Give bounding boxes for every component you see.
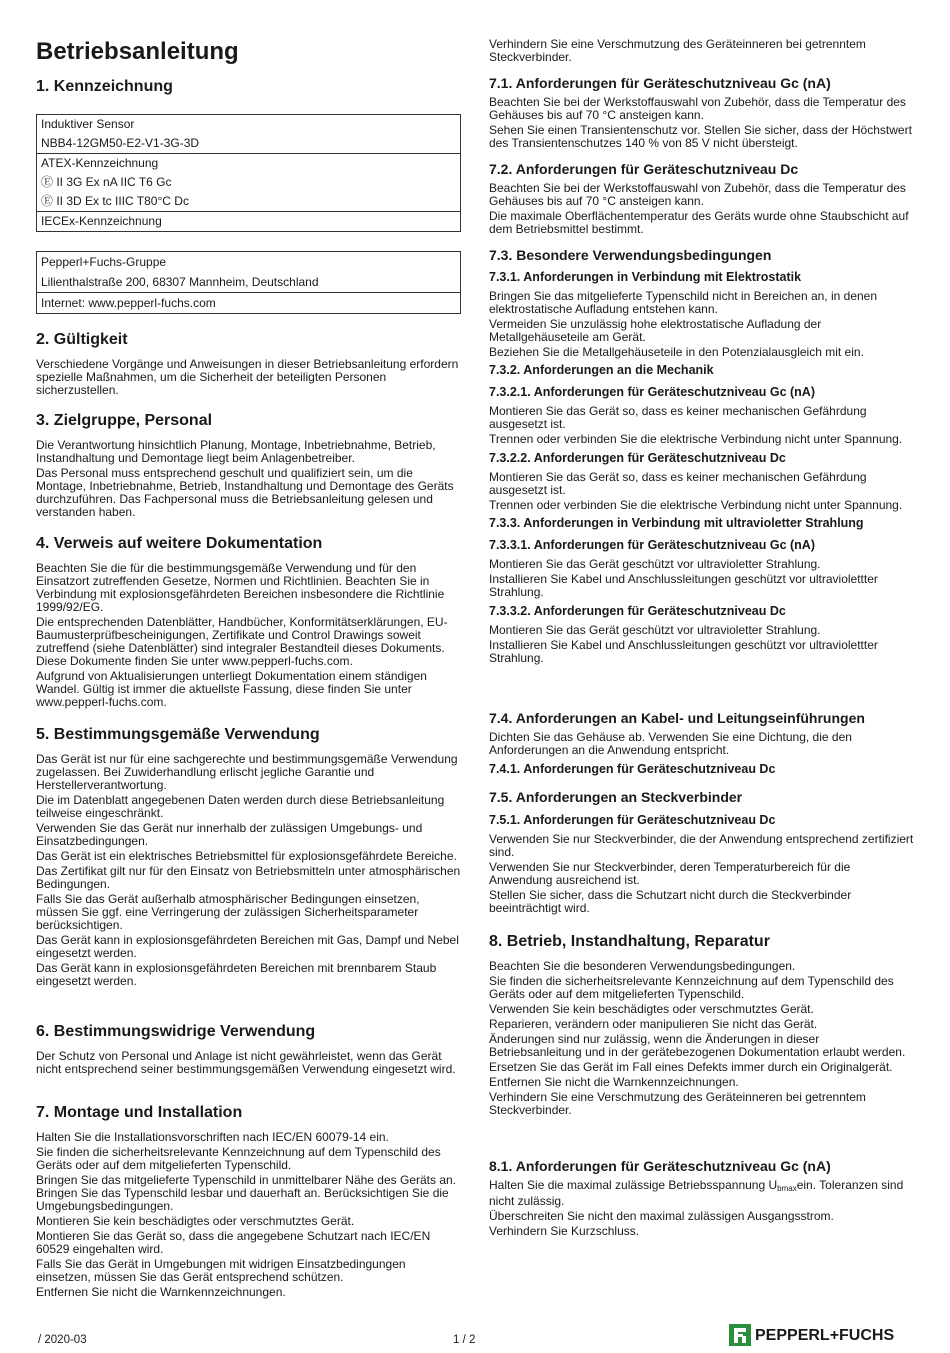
identification-box: [36, 114, 461, 232]
paragraph: Montieren Sie das Gerät so, dass es keiner mechanischen Gefährdung ausgesetzt ist.: [489, 470, 867, 497]
paragraph: Überschreiten Sie nicht den maximal zulässigen Ausgangsstrom.: [489, 1209, 834, 1223]
section-heading: 3. Zielgruppe, Personal: [36, 412, 213, 429]
section-2: [36, 330, 461, 397]
paragraph: Montieren Sie das Gerät geschützt vor ultravioletter Strahlung.: [489, 623, 821, 637]
section-heading: 7.1. Anforderungen für Geräteschutzniveau Gc (nA): [489, 75, 831, 91]
section-heading: 8. Betrieb, Instandhaltung, Reparatur: [489, 933, 770, 950]
box-row: Lilienthalstraße 200, 68307 Mannheim, Deutschland: [41, 275, 319, 289]
paragraph: Entfernen Sie nicht die Warnkennzeichnungen.: [489, 1075, 739, 1089]
section-heading: 4. Verweis auf weitere Dokumentation: [36, 535, 323, 552]
box-row: NBB4-12GM50-E2-V1-3G-3D: [41, 136, 200, 150]
paragraph: Entfernen Sie nicht die Warnkennzeichnungen.: [36, 1285, 286, 1299]
box-row: Internet: www.pepperl-fuchs.com: [37, 292, 460, 313]
paragraph: Falls Sie das Gerät in Umgebungen mit widrigen Einsatzbedingungen einsetzen, müssen Sie das Gerät entsprechend schützen.: [36, 1257, 406, 1284]
subsection-heading: 7.3.2.2. Anforderungen für Geräteschutzniveau Dc: [489, 451, 786, 465]
paragraph: Beachten Sie bei der Werkstoffauswahl von Zubehör, dass die Temperatur des Gehäuses bis auf 70 °C ansteigen kann.: [489, 181, 906, 208]
section-7-continued: [489, 38, 915, 64]
brand-mark-icon: [729, 1324, 751, 1346]
brand-name: PEPPERL+FUCHS: [755, 1326, 895, 1344]
paragraph: Verhindern Sie eine Verschmutzung des Geräteinneren bei getrenntem Steckverbinder.: [489, 37, 866, 64]
subsection-heading: 7.3.2.1. Anforderungen für Geräteschutzniveau Gc (nA): [489, 385, 815, 399]
section-heading: 7.3. Besondere Verwendungsbedingungen: [489, 247, 772, 263]
paragraph: Die entsprechenden Datenblätter, Handbücher, Konformitätserklärungen, EU-Baumusterprüfbescheinigungen, Zertifikate und Control Drawings soweit zutreffend (siehe Datenblätter) sind integraler Bestandteil dieses Dokuments. Diese Dokumente finden Sie unter www.pepperl-fuchs.com.: [36, 615, 448, 668]
paragraph: Änderungen sind nur zulässig, wenn die Änderungen in dieser Betriebsanleitung und in der gerätebezogenen Dokumentation erlaubt werden.: [489, 1032, 906, 1059]
paragraph: [489, 1179, 915, 1208]
paragraph: Trennen oder verbinden Sie die elektrische Verbindung nicht unter Spannung.: [489, 498, 903, 512]
paragraph: Sie finden die sicherheitsrelevante Kennzeichnung auf dem Typenschild des Geräts oder auf dem mitgelieferten Typenschild.: [489, 974, 894, 1001]
page-number: 1 / 2: [453, 1334, 476, 1346]
box-row: IECEx-Kennzeichnung: [37, 211, 460, 231]
paragraph: Stellen Sie sicher, dass die Schutzart nicht durch die Steckverbinder beeinträchtigt wird.: [489, 888, 852, 915]
paragraph: Verwenden Sie kein beschädigtes oder verschmutztes Gerät.: [489, 1002, 814, 1016]
paragraph: Beachten Sie bei der Werkstoffauswahl von Zubehör, dass die Temperatur des Gehäuses bis auf 70 °C ansteigen kann.: [489, 95, 906, 122]
box-row: Induktiver Sensor: [41, 117, 135, 131]
paragraph: Installieren Sie Kabel und Anschlussleitungen geschützt vor ultraviolettter Strahlung.: [489, 572, 878, 599]
paragraph: Verwenden Sie nur Steckverbinder, deren Temperaturbereich für die Anwendung ausreichend ist.: [489, 860, 851, 887]
text-run: ein. Toleranzen sind nicht zulässig.: [489, 1178, 904, 1208]
section-7: [36, 1103, 461, 1299]
section-1: [36, 77, 461, 96]
text-run: Halten Sie die maximal zulässige Betriebsspannung U: [489, 1178, 778, 1192]
paragraph: Bringen Sie das mitgelieferte Typenschild nicht in Bereichen an, in denen elektrostatische Aufladung entstehen kann.: [489, 289, 878, 316]
paragraph: Montieren Sie kein beschädigtes oder verschmutztes Gerät.: [36, 1214, 355, 1228]
section-heading: 7. Montage und Installation: [36, 1104, 243, 1121]
subsection-heading: 7.4.1. Anforderungen für Geräteschutzniveau Dc: [489, 762, 776, 776]
section-7-2: [489, 161, 915, 236]
section-4: [36, 534, 461, 709]
subsection-heading: 7.3.3. Anforderungen in Verbindung mit ultravioletter Strahlung: [489, 516, 864, 530]
paragraph: Beachten Sie die für die bestimmungsgemäße Verwendung und für den Einsatzort zutreffenden Gesetze, Normen und Richtlinien. Beachten Sie in Verbindung mit explosionsgefährdeten Bereichen insbesondere die Richtlinie 1999/92/EG.: [36, 561, 445, 614]
section-3: [36, 411, 461, 519]
section-heading: 6. Bestimmungswidrige Verwendung: [36, 1023, 316, 1040]
paragraph: Das Gerät ist nur für eine sachgerechte und bestimmungsgemäße Verwendung zugelassen. Bei Zuwiderhandlung erlischt jegliche Garantie und Herstellerverantwortung.: [36, 752, 458, 792]
section-8-1: [489, 1158, 915, 1238]
paragraph: Der Schutz von Personal und Anlage ist nicht gewährleistet, wenn das Gerät nicht entsprechend seiner bestimmungsgemäßen Verwendung eingesetzt wird.: [36, 1049, 456, 1076]
subscript: bmax: [777, 1184, 797, 1193]
paragraph: Beachten Sie die besonderen Verwendungsbedingungen.: [489, 959, 796, 973]
paragraph: Das Gerät kann in explosionsgefährdeten Bereichen mit Gas, Dampf und Nebel eingesetzt werden.: [36, 933, 459, 960]
paragraph: Installieren Sie Kabel und Anschlussleitungen geschützt vor ultraviolettter Strahlung.: [489, 638, 878, 665]
brand-logo: [729, 1324, 894, 1346]
paragraph: Trennen oder verbinden Sie die elektrische Verbindung nicht unter Spannung.: [489, 432, 903, 446]
box-row: Pepperl+Fuchs-Gruppe: [41, 255, 167, 269]
manufacturer-box: [36, 251, 461, 314]
section-7-3: [489, 247, 915, 665]
section-heading: 2. Gültigkeit: [36, 331, 128, 348]
section-7-1: [489, 75, 915, 150]
subsection-heading: 7.3.2. Anforderungen an die Mechanik: [489, 363, 714, 377]
subsection-heading: 7.3.3.1. Anforderungen für Geräteschutzniveau Gc (nA): [489, 538, 815, 552]
paragraph: Verhindern Sie Kurzschluss.: [489, 1224, 640, 1238]
paragraph: Dichten Sie das Gehäuse ab. Verwenden Sie eine Dichtung, die den Anforderungen an die Anwendung entspricht.: [489, 730, 852, 757]
paragraph: Vermeiden Sie unzulässig hohe elektrostatische Aufladung der Metallgehäuseteile am Gerät.: [489, 317, 822, 344]
footer-date: / 2020-03: [38, 1334, 87, 1346]
paragraph: Verwenden Sie das Gerät nur innerhalb der zulässigen Umgebungs- und Einsatzbedingungen.: [36, 821, 423, 848]
paragraph: Montieren Sie das Gerät geschützt vor ultravioletter Strahlung.: [489, 557, 821, 571]
paragraph: Verschiedene Vorgänge und Anweisungen in dieser Betriebsanleitung erfordern spezielle Maßnahmen, um die Sicherheit der beteiligten Personen sicherzustellen.: [36, 357, 459, 397]
paragraph: Beziehen Sie die Metallgehäuseteile in den Potenzialausgleich mit ein.: [489, 345, 864, 359]
section-heading: 7.4. Anforderungen an Kabel- und Leitungseinführungen: [489, 710, 865, 726]
box-row: ATEX-Kennzeichnung: [37, 153, 460, 173]
box-row: Ⓔ II 3D Ex tc IIIC T80°C Dc: [41, 194, 189, 208]
subsection-heading: 7.5.1. Anforderungen für Geräteschutzniveau Dc: [489, 813, 776, 827]
paragraph: Die maximale Oberflächentemperatur des Geräts wurde ohne Staubschicht auf dem Betriebsmittel bestimmt.: [489, 209, 909, 236]
paragraph: Verhindern Sie eine Verschmutzung des Geräteinneren bei getrenntem Steckverbinder.: [489, 1090, 866, 1117]
paragraph: Bringen Sie das mitgelieferte Typenschild in unmittelbarer Nähe des Geräts an. Bringen Sie das Typenschild lesbar und dauerhaft an. Berücksichtigen Sie die Umgebungsbedingungen.: [36, 1173, 457, 1213]
paragraph: Sehen Sie einen Transientenschutz vor. Stellen Sie sicher, dass der Höchstwert des Transientenschutzes 140 % von 85 V nicht übersteigt.: [489, 123, 912, 150]
paragraph: Falls Sie das Gerät außerhalb atmosphärischer Bedingungen einsetzen, müssen Sie ggf. eine Verringerung der zulässigen Sicherheitsparameter berücksichtigen.: [36, 892, 420, 932]
section-heading: 7.5. Anforderungen an Steckverbinder: [489, 789, 743, 805]
paragraph: Das Gerät kann in explosionsgefährdeten Bereichen mit brennbarem Staub eingesetzt werden.: [36, 961, 437, 988]
paragraph: Verwenden Sie nur Steckverbinder, die der Anwendung entsprechend zertifiziert sind.: [489, 832, 914, 859]
paragraph: Montieren Sie das Gerät so, dass die angegebene Schutzart nach IEC/EN 60529 eingehalten wird.: [36, 1229, 431, 1256]
paragraph: Montieren Sie das Gerät so, dass es keiner mechanischen Gefährdung ausgesetzt ist.: [489, 404, 867, 431]
subsection-heading: 7.3.3.2. Anforderungen für Geräteschutzniveau Dc: [489, 604, 786, 618]
paragraph: Die Verantwortung hinsichtlich Planung, Montage, Inbetriebnahme, Betrieb, Instandhaltung und Demontage liegt beim Anlagenbetreiber.: [36, 438, 436, 465]
section-7-5: [489, 789, 915, 915]
paragraph: Das Zertifikat gilt nur für den Einsatz von Betriebsmitteln unter atmosphärischen Bedingungen.: [36, 864, 461, 891]
paragraph: Das Personal muss entsprechend geschult und qualifiziert sein, um die Montage, Inbetriebnahme, Betrieb, Instandhaltung und Demontage des Geräts durchzuführen. Das Fachpersonal muss die Betriebsanleitung gelesen und verstanden haben.: [36, 466, 454, 519]
document-title: Betriebsanleitung: [36, 38, 239, 65]
paragraph: Die im Datenblatt angegebenen Daten werden durch diese Betriebsanleitung teilweise eingeschränkt.: [36, 793, 445, 820]
section-heading: 5. Bestimmungsgemäße Verwendung: [36, 726, 320, 743]
paragraph: Ersetzen Sie das Gerät im Fall eines Defekts immer durch ein Originalgerät.: [489, 1060, 893, 1074]
box-row: Ⓔ II 3G Ex nA IIC T6 Gc: [41, 175, 172, 189]
paragraph: Aufgrund von Aktualisierungen unterliegt Dokumentation einem ständigen Wandel. Gültig ist immer die aktuellste Fassung, diese finden Sie unter www.pepperl-fuchs.com.: [36, 669, 427, 709]
section-heading: 7.2. Anforderungen für Geräteschutzniveau Dc: [489, 161, 799, 177]
paragraph: Halten Sie die Installationsvorschriften nach IEC/EN 60079-14 ein.: [36, 1130, 389, 1144]
section-8: [489, 932, 915, 1117]
section-heading: 1. Kennzeichnung: [36, 78, 173, 95]
subsection-heading: 7.3.1. Anforderungen in Verbindung mit Elektrostatik: [489, 270, 802, 284]
section-5: [36, 725, 461, 988]
paragraph: Reparieren, verändern oder manipulieren Sie nicht das Gerät.: [489, 1017, 818, 1031]
paragraph: Das Gerät ist ein elektrisches Betriebsmittel für explosionsgefährdete Bereiche.: [36, 849, 457, 863]
section-heading: 8.1. Anforderungen für Geräteschutzniveau Gc (nA): [489, 1158, 831, 1174]
section-7-4: [489, 710, 915, 777]
section-6: [36, 1022, 461, 1076]
paragraph: Sie finden die sicherheitsrelevante Kennzeichnung auf dem Typenschild des Geräts oder auf dem mitgelieferten Typenschild.: [36, 1145, 441, 1172]
